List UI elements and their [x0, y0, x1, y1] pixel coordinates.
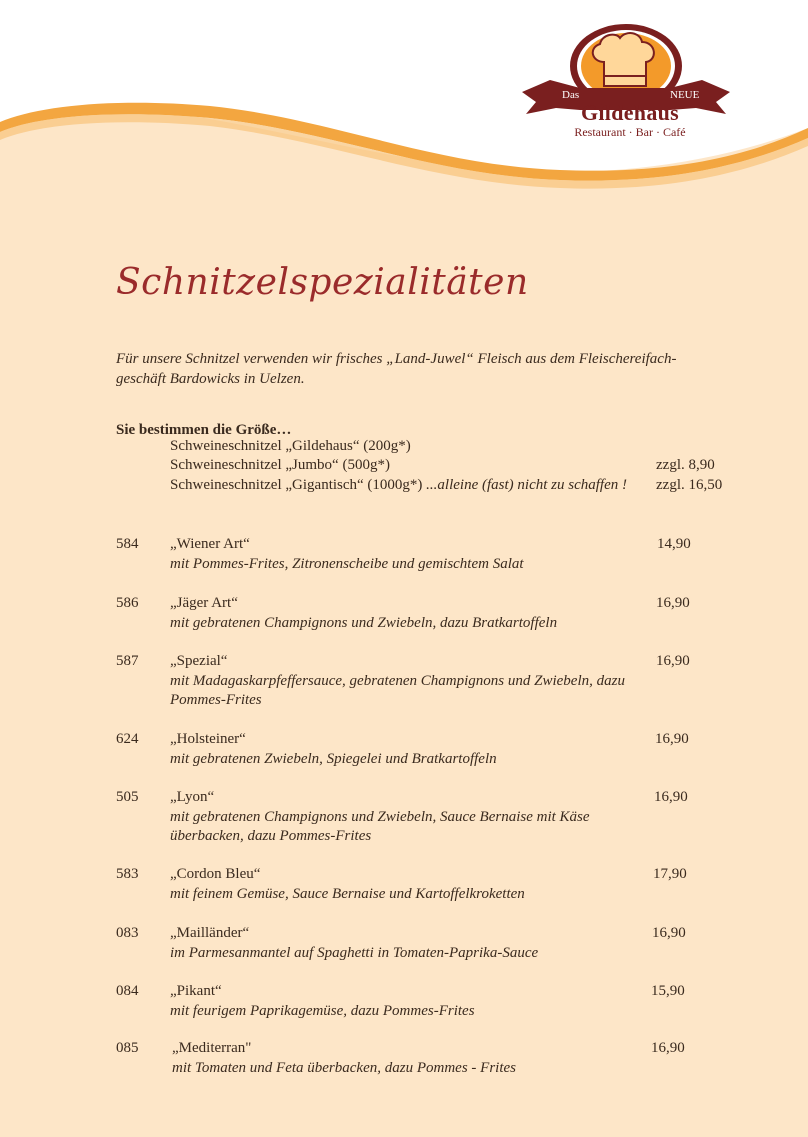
- item-number: 587: [116, 653, 139, 669]
- size-option: [170, 457, 390, 474]
- item-name: „Lyon“: [170, 789, 215, 805]
- item-number: 084: [116, 983, 139, 999]
- brand-name: Gildehaus: [580, 100, 680, 125]
- badge-right-text: NEUE: [670, 89, 700, 101]
- size-option-price: zzgl. 16,50: [656, 477, 723, 493]
- item-description: mit feinem Gemüse, Sauce Bernaise und Kartoffelkroketten: [170, 886, 525, 902]
- item-price: 16,90: [655, 731, 689, 747]
- size-option-label: Schweineschnitzel „Jumbo“ (500g*): [170, 457, 390, 473]
- item-price: 17,90: [653, 866, 687, 882]
- item-description: mit Madagaskarpfeffersauce, gebratenen Champignons und Zwiebeln, dazu Pommes-Frites: [170, 673, 625, 708]
- item-description: mit gebratenen Champignons und Zwiebeln, dazu Bratkartoffeln: [170, 615, 558, 631]
- item-name: „Mailländer“: [170, 925, 250, 941]
- item-description: mit feurigem Paprikagemüse, dazu Pommes-Frites: [170, 1003, 475, 1019]
- item-description: mit Pommes-Frites, Zitronenscheibe und gemischtem Salat: [170, 556, 524, 572]
- item-number: 586: [116, 595, 139, 611]
- item-name: „Spezial“: [170, 653, 228, 669]
- intro-text: Für unsere Schnitzel verwenden wir frisches „Land-Juwel“ Fleisch aus dem Fleischereifach-geschäft Bardowicks in Uelzen.: [116, 351, 677, 387]
- size-option: [170, 438, 411, 455]
- badge-left-text: Das: [562, 89, 580, 101]
- item-description: mit Tomaten und Feta überbacken, dazu Pommes - Frites: [172, 1060, 516, 1076]
- item-price: 16,90: [654, 789, 688, 805]
- item-number: 624: [116, 731, 139, 747]
- item-name: „Wiener Art“: [170, 536, 250, 552]
- item-description: im Parmesanmantel auf Spaghetti in Tomaten-Paprika-Sauce: [170, 945, 539, 961]
- size-option: [170, 477, 627, 494]
- item-description: mit gebratenen Champignons und Zwiebeln, Sauce Bernaise mit Käse überbacken, dazu Pommes-Frites: [170, 809, 590, 844]
- item-number: 505: [116, 789, 139, 805]
- item-price: 15,90: [651, 983, 685, 999]
- size-option-price: zzgl. 8,90: [656, 457, 715, 473]
- item-price: 16,90: [656, 595, 690, 611]
- item-description: mit gebratenen Zwiebeln, Spiegelei und Bratkartoffeln: [170, 751, 497, 767]
- item-price: 16,90: [651, 1040, 685, 1056]
- item-number: 085: [116, 1040, 139, 1056]
- size-option-label: Schweineschnitzel „Gigantisch“ (1000g*): [170, 477, 427, 493]
- item-number: 583: [116, 866, 139, 882]
- item-name: „Mediterran": [172, 1040, 252, 1056]
- size-option-note: ...alleine (fast) nicht zu schaffen !: [426, 477, 627, 493]
- item-name: „Cordon Bleu“: [170, 866, 261, 882]
- item-price: 16,90: [652, 925, 686, 941]
- item-price: 16,90: [656, 653, 690, 669]
- item-price: 14,90: [657, 536, 691, 552]
- item-number: 584: [116, 536, 139, 552]
- item-name: „Pikant“: [170, 983, 222, 999]
- page-title: Schnitzelspezialitäten: [116, 262, 529, 303]
- size-option-label: Schweineschnitzel „Gildehaus“ (200g*): [170, 438, 411, 454]
- brand-subtitle: Restaurant · Bar · Café: [574, 125, 686, 139]
- size-heading: Sie bestimmen die Größe…: [116, 422, 292, 438]
- item-name: „Jäger Art“: [170, 595, 238, 611]
- item-number: 083: [116, 925, 139, 941]
- item-name: „Holsteiner“: [170, 731, 246, 747]
